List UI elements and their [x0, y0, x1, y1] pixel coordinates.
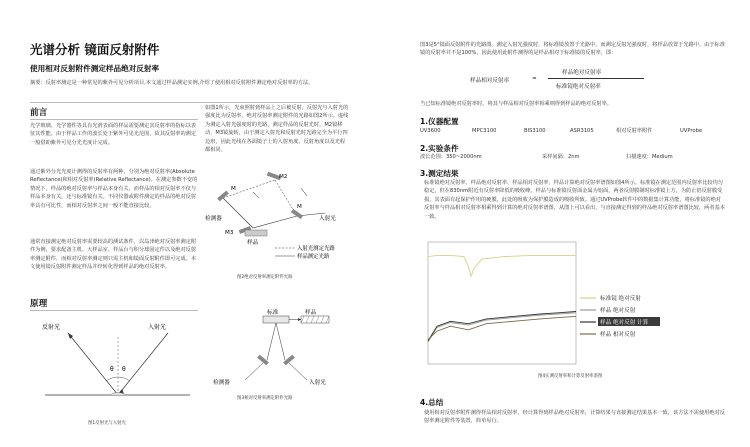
principle-heading: 原理	[30, 299, 48, 309]
condition-item: 采样间隔：2nm	[542, 154, 580, 160]
formula-lhs: 样品相对反射率	[470, 78, 510, 84]
fraction-bar	[548, 78, 644, 79]
figure-2-caption: 图2绝对反射率测定附件光路	[237, 275, 293, 280]
formula-numerator: 样品绝对反射率	[562, 70, 602, 76]
legend-label-3: 样品 相对反射	[600, 332, 636, 338]
standard-mirror	[263, 316, 289, 323]
figure-2-diagram	[205, 168, 350, 268]
condition-list	[420, 153, 726, 161]
label-sample: 样品	[305, 310, 317, 316]
label-incident: 入射光	[309, 380, 326, 386]
incident-ray	[118, 333, 168, 395]
mirror-right	[291, 209, 303, 219]
section-1-heading: 1.仪器配置	[420, 117, 459, 126]
sample-dome	[110, 392, 126, 395]
label-m3: M3	[225, 230, 234, 236]
paragraph-intro: 光学玻璃、光学器件等具有光滑表面的样品需要测定其反射率的指标以表征其性能。由于样品工作的波长处于紫外可见光范围，故其反射率的测定一般借助紫外可见分光光度计完成。	[30, 123, 197, 146]
paragraph-results: 标准镜绝对反射率、样品绝对反射率、样品相对反射率，样品计算绝对反射率谱图如图4所示。标准镜在测定范围内反射率比较均匀稳定，但在830nm附近有反射率降低的吸收峰。样品与标准镜反射面金属为铝面，两者反射膜制时标准镜上方，为防止铝反射膜受损，其表面有起保护作用的硬膜，此处的吸收为保护膜造成的吸收所致。通过UVProbe软件中的数据集计算功能，将标准镜的绝对反射率与样品相对反射率相乘得到计算的绝对反射率谱图，从图上可以看出，与直接测定得到的样品绝对反射率谱图比较，两者基本一致。	[424, 180, 725, 220]
condition-item: 扫描速度：Medium	[626, 154, 673, 160]
divider	[30, 310, 198, 311]
reflected-label: 反射光	[42, 324, 61, 331]
legend-dashed-label: 入射光测定光路	[297, 246, 335, 252]
section-4-heading: 4.总结	[420, 398, 444, 407]
divider	[30, 102, 340, 103]
label-detector: 检测器	[213, 380, 230, 386]
figure-1-caption: 图1反射光与入射光	[88, 421, 126, 426]
label-sample: 样品	[247, 240, 259, 246]
abstract: 摘要：反射率测定是一种常见的紫外可见分析项目,本文通过样品测定实例,介绍了使用相对反射附件测定绝对反射率的方法。	[30, 80, 314, 86]
incident-label: 入射光	[148, 324, 167, 331]
paragraph-after-formula: 当已知标准镜绝对反射率时，将其与样品相对反射率相乘则得到样品的绝对反射率。	[420, 101, 612, 107]
label-m2: M2	[279, 174, 288, 180]
legend-label-1: 样品 绝对反射	[600, 308, 636, 314]
paragraph-summary: 使用相对反射率附件测得样品相对反射率，经计算得到样品绝对反射率，计算结果与直接测定结果基本一致，该方法不需使用绝对反射率测定附件等装置，简单易行。	[424, 410, 725, 425]
label-standard: 标准	[267, 310, 279, 316]
formula-denominator: 标准镜绝对反射率	[556, 84, 601, 90]
instrument-item: BIS3100	[524, 128, 546, 134]
instrument-item: MPC3100	[472, 128, 497, 134]
arrow-icon	[298, 318, 301, 321]
figure-3-caption: 图3相对反射率测定附件光路	[237, 396, 293, 401]
legend-label-0: 标准镜 绝对反射	[600, 296, 641, 302]
figure-1-diagram	[40, 315, 200, 415]
formula-eq: =	[532, 76, 537, 82]
page-subtitle: 使用相对反射附件测定样品绝对反射率	[30, 64, 160, 73]
instrument-item: 相对反射率附件	[616, 128, 653, 134]
foreword-heading: 前言	[30, 108, 48, 118]
formula	[470, 68, 690, 94]
figure-3-diagram	[205, 308, 350, 393]
label-m-left: M	[231, 186, 236, 192]
paragraph-reflectance-types: 通过紫外分光光度计测得的反射率有两种，分别为绝对反射率(Absolute Reflectance)和相对反射率(Relative Reflectance)。在测定参数不变的情况下，样品的绝对反射率与样品本身有关，而样品的相对反射率不仅与样品本身有关，还与标准镜有关。不同仪器或附件测定的样品的绝对反射率具有可比性，而相对反射率之间一般不能直接比较。	[30, 169, 198, 209]
divider	[30, 119, 198, 120]
label-m-right: M	[297, 204, 302, 210]
mirror-m	[217, 191, 229, 202]
plot-frame	[428, 242, 576, 364]
label-incident: 入射光	[319, 216, 336, 222]
legend-solid-label: 样品测定光路	[297, 254, 330, 260]
figure-4-caption: 图4实测反射率和计算反射率谱图	[538, 374, 603, 379]
paragraph-fig3-intro: 图3是5°镜面反射附件的光路图。测定入射光强度时，将标准镜放置于光路中，而测定反射光强度时，将样品放置于光路中。由于标准镜的反射率并不是100%，因此使用此附件测得的是样品相对于标准镜的反射率，即：	[420, 42, 725, 57]
page-title: 光谱分析 镜面反射附件	[30, 42, 160, 57]
label-detector: 检测器	[205, 216, 222, 222]
section-3-heading: 3.测定结果	[420, 169, 459, 178]
paragraph-principle: 如图1所示，光束照射到样品上之后被反射，反射光与入射光的强度比为反射率。绝对反射率测定附件的光路如图2所示。虚线为测定入射光强度时的光路，测定样品的反射光时，M2镜移动，M3镜旋转，由于测定入射光和反射光时光路完全为平行四边形，因此光线在各面镜子上的入射角度、反射角度以及光程都相同。	[205, 105, 349, 154]
paragraph-measurement: 通常直接测定绝对反射率需要较高的测试条件，以岛津绝对反射率测定附件为例，要求配备主机、大样品室、样品台与积分球固定件以及绝对反射率测定附件，而相对反射率测定则只需主机和镜面反射附件即可完成。本文使用镜反射附件测定样品并经转化得到样品的绝对反射率。	[30, 239, 197, 271]
instrument-item: UVProbe	[680, 128, 703, 134]
theta-right: θ	[122, 366, 126, 373]
chart-legend	[580, 294, 660, 338]
theta-left: θ	[110, 366, 114, 373]
instrument-list	[420, 127, 726, 135]
instrument-item: ASR3105	[570, 128, 594, 134]
sample-holder	[301, 316, 329, 323]
reflected-ray	[68, 333, 118, 395]
instrument-item: UV3600	[420, 128, 441, 134]
figure-4-chart	[420, 240, 730, 370]
section-2-heading: 2.实验条件	[420, 144, 459, 153]
sample-stage	[245, 230, 267, 236]
legend-label-2: 样品 绝对反射 计算	[600, 320, 649, 326]
condition-item: 波长范围：350~2000nm	[420, 154, 482, 160]
